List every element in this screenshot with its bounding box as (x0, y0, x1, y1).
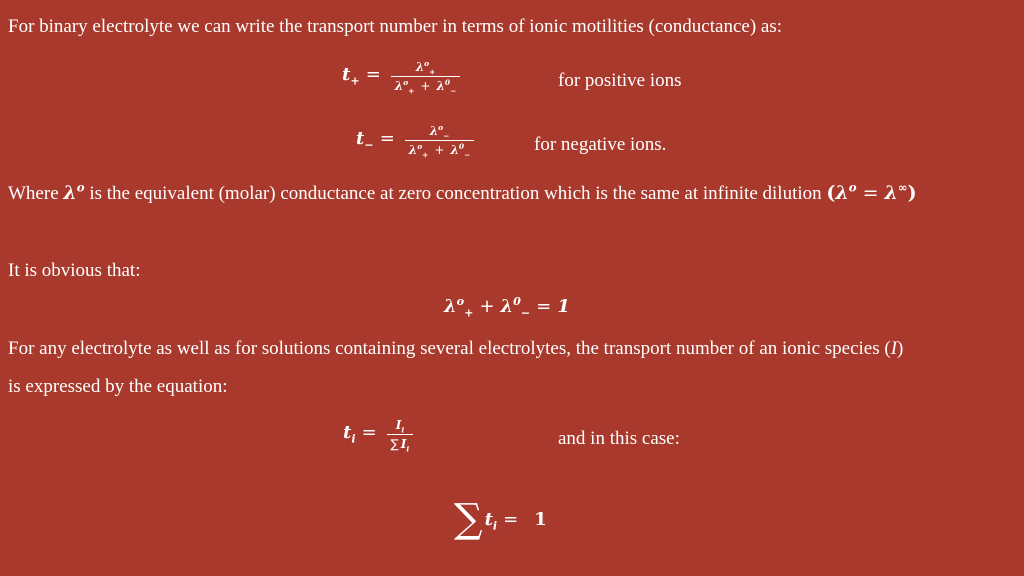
any-electrolyte-text: For any electrolyte as well as for solutions containing several electrolytes, the transport number of an ionic species (I) (8, 338, 904, 359)
negative-ions-note: for negative ions. (534, 134, 667, 155)
final-sum-equation: ∑ $t_i$ = 1 (454, 496, 547, 542)
equation-t-plus: $t_+$ = $\frac{\lambda^o_+}{\lambda^o_+ + \lambda^0_-}$ (342, 60, 460, 93)
summation-symbol: ∑ (454, 496, 483, 542)
t-i-fraction: $\frac{I_i}{\sum I_i}$ (387, 418, 414, 451)
t-minus-fraction: $\frac{\lambda^o_-}{\lambda^o_+ + \lambda^0_-}$ (405, 124, 475, 157)
t-plus-lhs: $t_+$ (342, 64, 360, 88)
t-minus-lhs: $t_-$ (356, 128, 374, 152)
expressed-text: is expressed by the equation: (8, 376, 228, 397)
lambda-sum-equation: $\lambda^o_+ + \lambda^0_- = 1$ (444, 295, 570, 320)
t-plus-fraction: $\frac{\lambda^o_+}{\lambda^o_+ + \lambda^0_-}$ (391, 60, 461, 93)
equation-t-i: $t_i$ = $\frac{I_i}{\sum I_i}$ (343, 418, 413, 451)
intro-text: For binary electrolyte we can write the transport number in terms of ionic motilities (conductance) as: (8, 16, 782, 37)
equation-t-minus: $t_-$ = $\frac{\lambda^o_-}{\lambda^o_+ + \lambda^0_-}$ (356, 124, 474, 157)
in-this-case-note: and in this case: (558, 428, 680, 449)
where-line: Where $\lambda^o$ is the equivalent (molar) conductance at zero concentration which is the same at infinite dilution $(\lambda^o = \lambda^\infty)$ (8, 180, 917, 204)
positive-ions-note: for positive ions (558, 70, 682, 91)
t-i-lhs: $t_i$ (343, 422, 356, 446)
obvious-text: It is obvious that: (8, 260, 141, 281)
